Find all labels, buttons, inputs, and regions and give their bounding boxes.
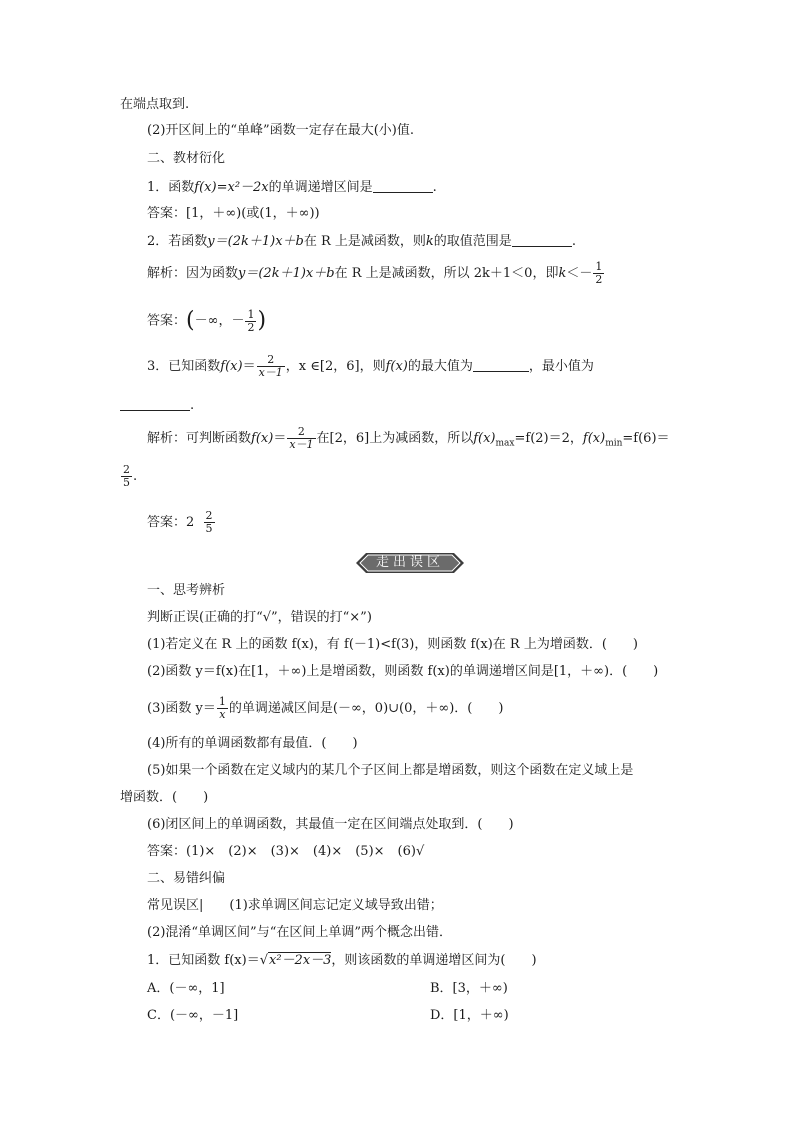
a3-label: 答案：2	[147, 515, 195, 530]
denominator: x－1	[258, 366, 283, 379]
s3-func: f(x)	[251, 431, 274, 446]
solution-3	[147, 424, 670, 459]
q3-eq: ＝	[242, 359, 256, 374]
s3-min: min	[605, 438, 623, 449]
text-line: (2)混淆“单调区间”与“在区间上单调”两个概念出错．	[147, 925, 452, 940]
q2-text: 在 R 上是减函数，则	[303, 234, 426, 249]
numerator: 2	[205, 509, 213, 522]
option-b[interactable]: B．[3，＋∞)	[430, 981, 508, 996]
text-line: (2)开区间上的“单峰”函数一定存在最大(小)值.	[147, 123, 414, 138]
numerator: 2	[257, 354, 285, 367]
q2-end: .	[571, 234, 576, 249]
s3-tail: .	[133, 469, 138, 484]
banner-label: 走出误区	[375, 555, 444, 570]
text-line: 常见误区| (1)求单调区间忘记定义域导致出错；	[147, 898, 443, 913]
paren-open: (	[186, 308, 195, 333]
answer-blank[interactable]	[473, 357, 529, 372]
answer-3	[147, 508, 216, 538]
s2-expr: y＝(2k＋1)x＋b	[238, 266, 335, 281]
s3-text3: =f(6)＝	[622, 431, 670, 446]
solution-2	[147, 260, 605, 288]
denominator: 5	[205, 522, 213, 535]
s2-text: 在 R 上是减函数，所以 2k＋1＜0，即	[334, 266, 559, 281]
s3-max: max	[495, 438, 515, 449]
denominator: 2	[247, 320, 255, 334]
s3-f2: f(x)	[582, 431, 606, 446]
section-banner	[354, 552, 466, 574]
denominator: x	[219, 708, 226, 721]
judge-item: (4)所有的单调函数都有最值．( )	[147, 736, 358, 751]
q3-func2: f(x)	[385, 359, 408, 374]
numerator: 1	[595, 260, 603, 273]
denominator: 5	[123, 476, 130, 489]
fraction	[287, 426, 315, 451]
solution-3-cont	[120, 462, 137, 492]
q3-func: f(x)	[220, 359, 243, 374]
e3-prefix: 1．已知函数 f(x)＝	[147, 953, 260, 968]
q1-prefix: 1．函数	[147, 180, 195, 195]
numerator: 2	[123, 463, 130, 476]
s2-lt: ＜－	[566, 266, 593, 281]
q3-text3: ，最小值为	[528, 359, 594, 374]
numerator: 1	[247, 307, 255, 321]
e3-radicand: x²－2x－3	[269, 953, 332, 968]
q1-end: .	[432, 180, 437, 195]
answer-2	[147, 306, 266, 337]
answer-blank[interactable]	[373, 178, 433, 193]
section-heading: 二、易错纠偏	[147, 871, 226, 886]
judge-item: (1)若定义在 R 上的函数 f(x)，有 f(－1)<f(3)，则函数 f(x)在 R 上为增函数．( )	[147, 637, 638, 652]
answer-line: 答案：[1，＋∞)(或(1，＋∞))	[147, 206, 320, 221]
section-heading: 二、教材衍化	[147, 151, 226, 166]
q2-expr: y＝(2k＋1)x＋b	[207, 234, 304, 249]
question-e1	[147, 952, 537, 970]
a2-label: 答案：	[147, 313, 187, 329]
q1-eq: =	[216, 180, 228, 195]
sqrt-icon: √	[259, 953, 268, 968]
fraction-half	[593, 261, 604, 286]
answer-blank[interactable]	[512, 232, 572, 247]
judge-item: (6)闭区间上的单调函数，其最值一定在区间端点处取到．( )	[147, 817, 514, 832]
q3-text2: 的最大值为	[407, 359, 473, 374]
question-2	[147, 232, 576, 251]
judge-item: (2)函数 y＝f(x)在[1，＋∞)上是增函数，则函数 f(x)的单调递增区间是[1，＋∞)．( )	[147, 664, 659, 679]
question-3	[147, 352, 594, 382]
option-d[interactable]: D．[1，＋∞)	[430, 1008, 509, 1023]
q1-func: f(x)	[194, 180, 217, 195]
section-heading: 一、思考辨析	[147, 583, 226, 598]
q2-text2: 的取值范围是	[433, 234, 512, 249]
s3-eq: ＝	[273, 431, 287, 446]
q3-end: .	[190, 398, 195, 413]
numerator: 1	[218, 695, 226, 708]
answer-blank[interactable]	[120, 396, 190, 411]
fraction	[217, 696, 228, 721]
j3-text: 的单调递减区间是(－∞，0)∪(0，＋∞)．( )	[228, 701, 504, 716]
q2-k: k	[425, 234, 434, 249]
q2-prefix: 2．若函数	[147, 234, 208, 249]
s3-prefix: 解析：可判断函数	[147, 431, 252, 446]
s2-prefix: 解析：因为函数	[147, 266, 239, 281]
s3-text: 在[2，6]上为减函数，所以	[316, 431, 474, 446]
judge-item-cont: 增函数．( )	[120, 790, 209, 805]
fraction-half	[245, 309, 256, 334]
q1-expr: x²－2x	[227, 180, 269, 195]
question-3-cont	[120, 396, 194, 415]
judge-item: (5)如果一个函数在定义域内的某几个子区间上都是增函数，则这个函数在定义域上是	[147, 763, 634, 778]
denominator: 2	[595, 273, 603, 286]
option-c[interactable]: C．(－∞，－1]	[147, 1008, 239, 1023]
q3-text: ，x ∈[2，6]，则	[285, 359, 386, 374]
j3-prefix: (3)函数 y＝	[147, 701, 216, 716]
a2-inner: －∞，－	[194, 313, 245, 329]
text-line: 在端点取到.	[120, 97, 190, 112]
judge-item	[147, 694, 503, 724]
s3-f1: f(x)	[473, 431, 496, 446]
option-a[interactable]: A．(－∞，1]	[147, 981, 225, 996]
question-1	[147, 178, 437, 197]
q1-text: 的单调递增区间是	[268, 180, 373, 195]
fraction	[204, 510, 215, 535]
denominator: x－1	[289, 438, 314, 451]
q3-prefix: 3．已知函数	[147, 359, 221, 374]
numerator: 2	[287, 426, 315, 439]
text-line: 判断正误(正确的打“√”，错误的打“×”)	[147, 610, 372, 625]
answer-line: 答案：(1)× (2)× (3)× (4)× (5)× (6)√	[147, 844, 425, 859]
s2-k: k	[558, 266, 567, 281]
s3-text2: =f(2)＝2，	[514, 431, 583, 446]
paren-close: )	[257, 308, 267, 333]
fraction	[121, 464, 132, 489]
fraction	[257, 354, 285, 379]
e3-text: ，则该函数的单调递增区间为( )	[331, 953, 537, 968]
